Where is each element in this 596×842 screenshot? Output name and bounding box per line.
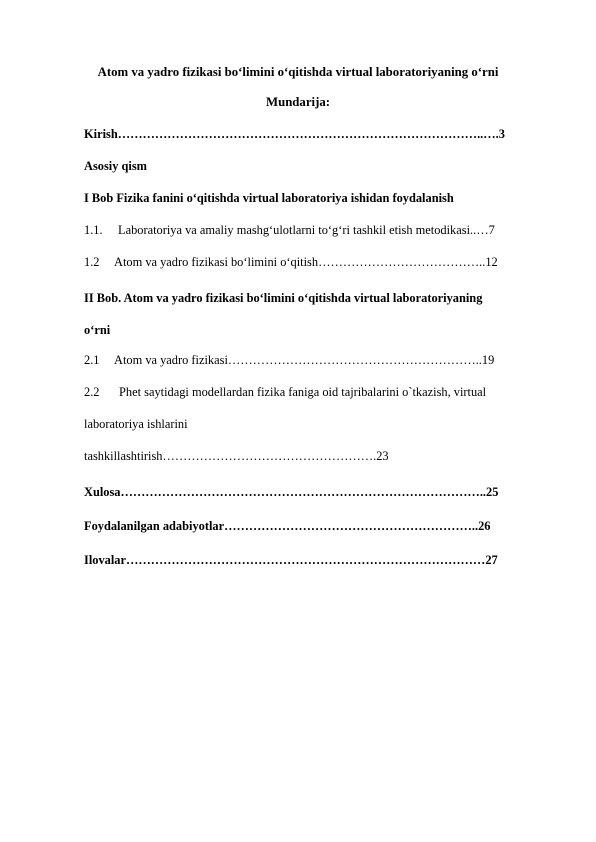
section-title: Phet saytidagi modellardan fizika faniga oid tajribalarini o`tkazish, virtual	[119, 385, 487, 399]
toc-entry-chapter-2-cont: o‘rni	[84, 323, 111, 337]
toc-entry-section-2-2	[84, 384, 486, 400]
toc-entry-chapter-1: I Bob Fizika fanini o‘qitishda virtual laboratoriya ishidan foydalanish	[84, 191, 454, 205]
toc-entry-ilovalar: Ilovalar……………………………………………………………………………27	[84, 553, 498, 567]
section-title: Laboratoriya va amaliy mashg‘ulotlarni to‘g‘ri tashkil etish metodikasi..…7	[118, 223, 495, 237]
section-title: Atom va yadro fizikasi bo‘limini o‘qitish…………………………………..12	[114, 255, 498, 269]
section-number: 2.1	[84, 353, 100, 367]
toc-entry-chapter-2: II Bob. Atom va yadro fizikasi bo‘limini o‘qitishda virtual laboratoriyaning	[84, 291, 483, 305]
toc-entry-section-2-2-cont2: tashkillashtirish…………………………………………….23	[84, 449, 389, 463]
section-number: 2.2	[84, 385, 100, 399]
document-title: Atom va yadro fizikasi bo‘limini o‘qitishda virtual laboratoriyaning o‘rni	[97, 65, 499, 79]
contents-heading: Mundarija:	[266, 95, 330, 109]
toc-entry-kirish: Kirish……………………………………………………………………………..….3	[84, 127, 505, 141]
toc-entry-asosiy-qism: Asosiy qism	[84, 159, 147, 173]
toc-entry-adabiyotlar: Foydalanilgan adabiyotlar……………………………………………………..26	[84, 519, 491, 533]
toc-entry-section-1-1	[84, 222, 495, 238]
section-number: 1.2	[84, 255, 100, 269]
toc-entry-section-1-2	[84, 254, 498, 270]
section-number: 1.1.	[84, 223, 103, 237]
toc-entry-section-2-1	[84, 352, 494, 368]
toc-entry-section-2-2-cont: laboratoriya ishlarini	[84, 417, 188, 431]
section-title: Atom va yadro fizikasi……………………………………………………..19	[114, 353, 495, 367]
toc-entry-xulosa: Xulosa……………………………………………………………………………..25	[84, 485, 499, 499]
